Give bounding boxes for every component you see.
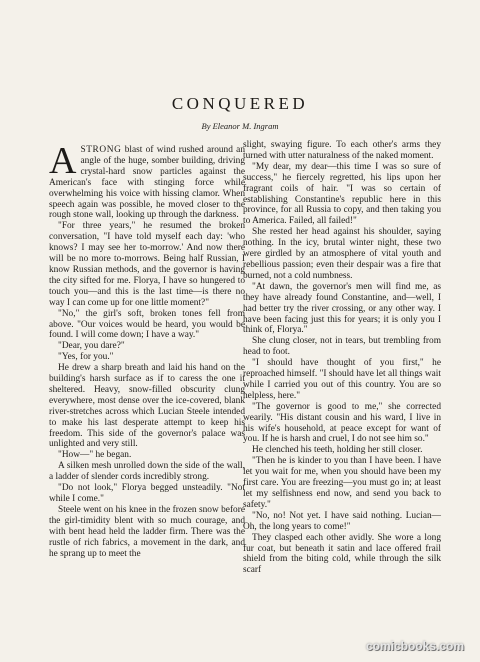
watermark-logo: comicbooks.com [365,639,464,653]
paragraph: "No," the girl's soft, broken tones fell from above. "Our voices would be heard, you would be found. I will come down; I have a way." [49,308,245,341]
opening-paragraph [49,140,245,221]
right-column [243,140,441,576]
paragraph: "The governor is good to me," she corrected wearily. "His distant cousin and his ward, I live in his wife's household, at peace except for want of you. If he is harsh and cruel, I do not see him so." [243,401,441,445]
paragraph: "At dawn, the governor's men will find me, as they have already found Constantine, and—well, I had better try the river crossing, or any other way. I have been facing just this for years; it is only you I think of, Florya." [243,281,441,336]
paragraph: "Yes, for you." [58,352,114,363]
paragraph: They clasped each other avidly. She wore a long fur coat, but beneath it satin and lace offered frail shield from the biting cold, while through the silk scarf [243,532,441,576]
paragraph: He drew a sharp breath and laid his hand on the building's harsh surface as if to caress the one it sheltered. Heavy, snow-filled obscurity clung everywhere, most dense over the ice-covered, blank river-stretches across which Lucian Steele intended to make his last desperate attempt to keep his freedom. This side of the governor's palace was unlighted and very still. [49,363,245,450]
opening-text: blast of wind rushed around an angle of the huge, somber building, driving crystal-hard snow particles against the American's face with stinging force while overwhelming his voice with hissing clamor. When speech again was possible, he moved closer to the rough stone wall, looking up through the darkness. [49,145,245,221]
byline: By Eleanor M. Ingram [201,121,279,131]
paragraph: "Dear, you dare?" [58,341,125,352]
paragraph: A silken mesh unrolled down the side of the wall, a ladder of slender cords incredibly strong. [49,461,245,483]
paragraph: "Then he is kinder to you than I have been. I have let you wait for me, when you should have been my first care. You are freezing—you must go in; at least let my selfishness end now, and send you back to safety." [243,456,441,510]
paragraph: "No, no! Not yet. I have said nothing. Lucian— Oh, the long years to come!" [243,510,441,532]
opening-words: STRONG [80,145,122,155]
paragraph: "I should have thought of you first," he reproached himself. "I should have let all things wait while I carried you out of this country. You are so helpless, here." [243,358,441,401]
paragraph: "For three years," he resumed the broken conversation, "I have told myself each day: 'who knows? I may see her to-morrow.' And now there will be no more to-morrows. Being half Russian, I know Russian methods, and the governor is having the city sifted for me. Florya, I have so hungered to touch you—and this is the last time—is there no way I can come up for one little moment?" [49,221,245,308]
paragraph: She rested her head against his shoulder, saying nothing. In the icy, brutal winter night, these two were girdled by an atmosphere of vital youth and rebellious passion; even their despair was a fire that burned, not a cold numbness. [243,227,441,281]
paragraph: Steele went on his knee in the frozen snow before the girl-timidity blent with so much courage, and with bent head held the ladder firm. There was the rustle of rich fabrics, a movement in the dark, and he sprang up to meet the [49,504,245,559]
paragraph: He clenched his teeth, holding her still closer. [252,445,423,456]
story-title: CONQUERED [171,94,309,113]
paragraph: "How—" he began. [58,450,132,461]
paragraph: She clung closer, not in tears, but trembling from head to foot. [243,336,441,358]
continued-paragraph: slight, swaying figure. To each other's arms they turned with utter naturalness of the naked moment. [243,140,441,161]
paragraph: "My dear, my dear—this time I was so sure of success," he fiercely regretted, his lips upon her fragrant coils of hair. "I was so certain of establishing Constantine's republic here in this province, for all Russia to copy, and then taking you to America. Failed, all failed!" [243,161,441,227]
drop-cap: A [49,140,77,182]
paragraph: "Do not look," Florya begged unsteadily. "Not while I come." [49,483,245,504]
left-column [49,140,245,559]
